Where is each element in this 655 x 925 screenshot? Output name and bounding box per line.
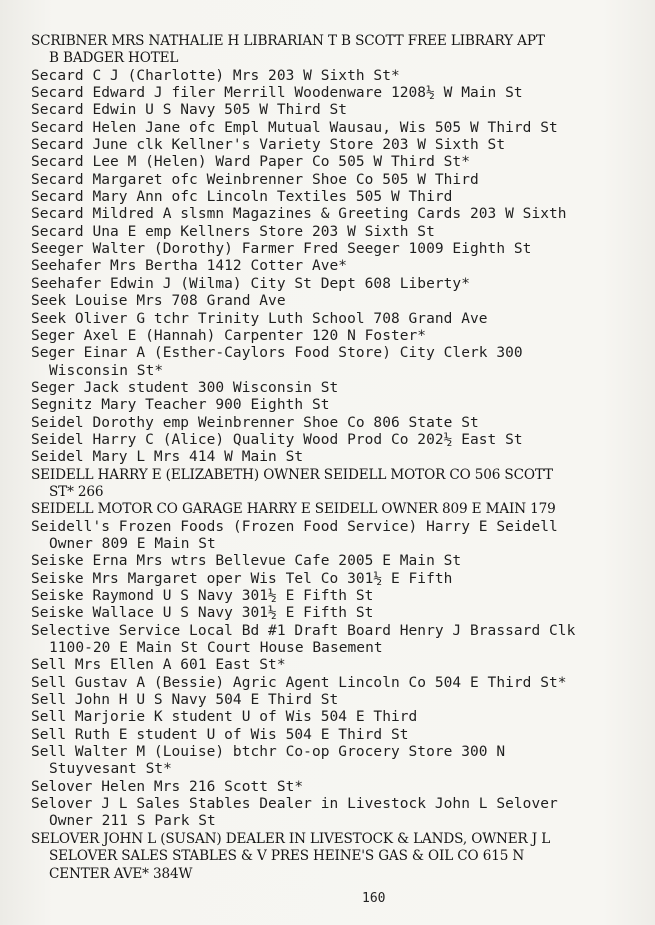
directory-entry: Seger Jack student 300 Wisconsin St <box>31 379 339 396</box>
directory-entry: Seiske Wallace U S Navy 301½ E Fifth St <box>31 605 374 622</box>
directory-entry: Secard Edwin U S Navy 505 W Third St <box>31 102 348 119</box>
directory-entry: Seehafer Edwin J (Wilma) City St Dept 608 Liberty* <box>31 275 470 292</box>
directory-entry: Segnitz Mary Teacher 900 Eighth St <box>31 397 330 414</box>
directory-entry: Secard Una E emp Kellners Store 203 W Sixth St <box>31 223 435 240</box>
directory-entry: Secard Mary Ann ofc Lincoln Textiles 505 W Third <box>31 189 453 206</box>
directory-entry: Seiske Mrs Margaret oper Wis Tel Co 301½ E Fifth <box>31 570 453 587</box>
directory-entry: SELOVER JOHN L (SUSAN) DEALER IN LIVESTOCK & LANDS, OWNER J L <box>31 830 551 847</box>
directory-entry: Secard June clk Kellner's Variety Store 203 W Sixth St <box>31 137 506 154</box>
directory-entry: Selover J L Sales Stables Dealer in Livestock John L Selover <box>31 796 558 813</box>
directory-entry: Seehafer Mrs Bertha 1412 Cotter Ave* <box>31 258 348 275</box>
directory-entry: Sell Gustav A (Bessie) Agric Agent Lincoln Co 504 E Third St* <box>31 674 567 691</box>
directory-entry: Seek Louise Mrs 708 Grand Ave <box>31 293 286 310</box>
directory-entry: Secard C J (Charlotte) Mrs 203 W Sixth St* <box>31 67 400 84</box>
directory-entry: Sell Ruth E student U of Wis 504 E Third St <box>31 726 409 743</box>
directory-entry-continuation: Owner 809 E Main St <box>49 535 216 552</box>
directory-entry: Secard Edward J filer Merrill Woodenware 1208½ W Main St <box>31 85 523 102</box>
page-number: 160 <box>362 891 386 906</box>
directory-entry-continuation: 1100-20 E Main St Court House Basement <box>49 640 383 657</box>
directory-entry: Seidel Mary L Mrs 414 W Main St <box>31 449 304 466</box>
directory-entry: SCRIBNER MRS NATHALIE H LIBRARIAN T B SCOTT FREE LIBRARY APT <box>31 33 545 49</box>
directory-entry-continuation: CENTER AVE* 384W <box>49 865 193 882</box>
directory-entry: Selover Helen Mrs 216 Scott St* <box>31 778 304 795</box>
directory-entry-continuation: Owner 211 S Park St <box>49 813 216 830</box>
directory-entry-continuation: ST* 266 <box>49 483 104 500</box>
directory-entry: Seidel Dorothy emp Weinbrenner Shoe Co 806 State St <box>31 414 479 431</box>
directory-entry-continuation: Wisconsin St* <box>49 362 164 379</box>
directory-entry: Seidel Harry C (Alice) Quality Wood Prod Co 202½ East St <box>31 431 523 448</box>
directory-entry: Selective Service Local Bd #1 Draft Board Henry J Brassard Clk <box>31 622 576 639</box>
directory-entry: Sell Walter M (Louise) btchr Co-op Grocery Store 300 N <box>31 744 506 761</box>
directory-entry-continuation: B BADGER HOTEL <box>49 50 179 67</box>
directory-entry: Seek Oliver G tchr Trinity Luth School 708 Grand Ave <box>31 310 488 327</box>
directory-entry: Secard Lee M (Helen) Ward Paper Co 505 W Third St* <box>31 154 470 171</box>
directory-entry: Sell John H U S Navy 504 E Third St <box>31 692 339 709</box>
directory-entry: Seiske Raymond U S Navy 301½ E Fifth St <box>31 588 374 604</box>
directory-entry: Sell Mrs Ellen A 601 East St* <box>31 657 286 674</box>
directory-entry: SEIDELL HARRY E (ELIZABETH) OWNER SEIDELL MOTOR CO 506 SCOTT <box>31 466 553 483</box>
directory-entry: SEIDELL MOTOR CO GARAGE HARRY E SEIDELL OWNER 809 E MAIN 179 <box>31 501 556 518</box>
directory-entry: Seidell's Frozen Foods (Frozen Food Service) Harry E Seidell <box>31 518 558 535</box>
directory-entry: Secard Margaret ofc Weinbrenner Shoe Co 505 W Third <box>31 171 479 188</box>
directory-entry: Seger Einar A (Esther-Caylors Food Store) City Clerk 300 <box>31 345 523 362</box>
directory-entry: Seger Axel E (Hannah) Carpenter 120 N Foster* <box>31 327 427 344</box>
directory-entry: Secard Mildred A slsmn Magazines & Greeting Cards 203 W Sixth <box>31 206 567 223</box>
directory-entry: Sell Marjorie K student U of Wis 504 E Third <box>31 709 418 726</box>
directory-entry-continuation: Stuyvesant St* <box>49 761 172 778</box>
directory-entry-continuation: SELOVER SALES STABLES & V PRES HEINE'S GAS & OIL CO 615 N <box>49 848 525 865</box>
directory-entry: Secard Helen Jane ofc Empl Mutual Wausau, Wis 505 W Third St <box>31 119 558 136</box>
directory-entry: Seeger Walter (Dorothy) Farmer Fred Seeger 1009 Eighth St <box>31 241 532 258</box>
directory-entry: Seiske Erna Mrs wtrs Bellevue Cafe 2005 E Main St <box>31 553 462 570</box>
directory-entries <box>31 33 641 883</box>
